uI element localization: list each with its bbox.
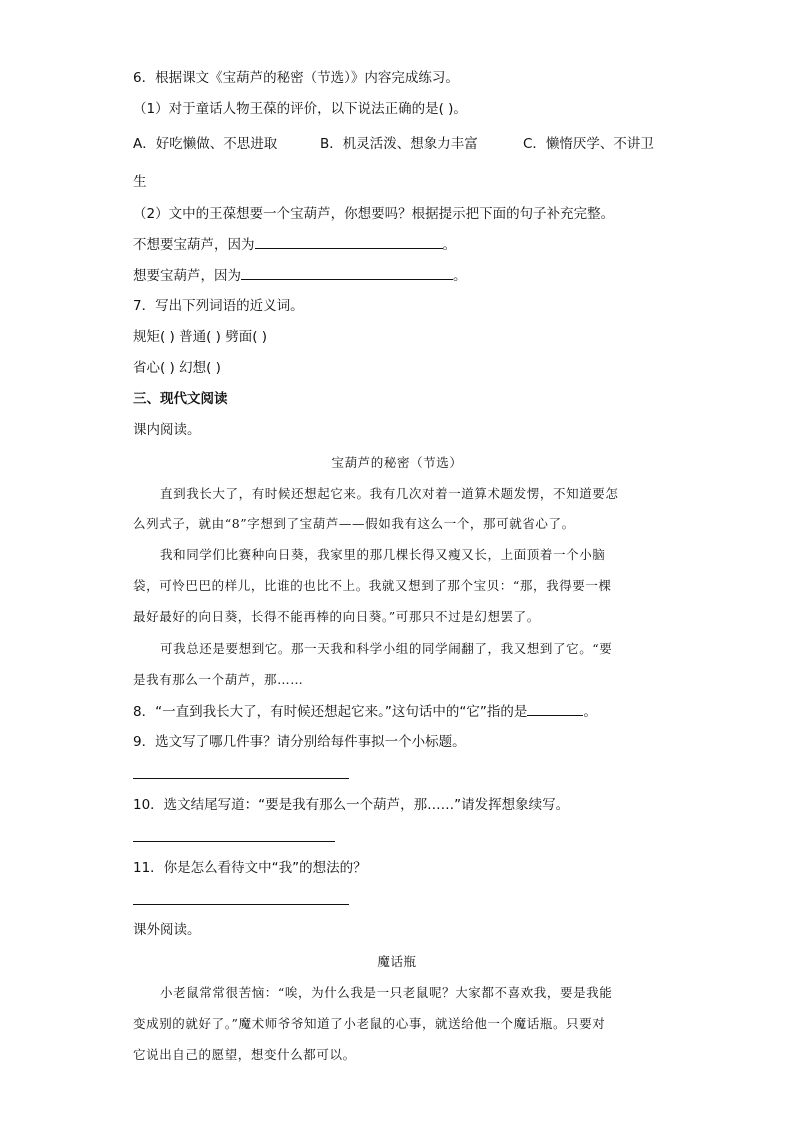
- q6-title: 6．根据课文《宝葫芦的秘密（节选）》内容完成练习。: [133, 70, 459, 86]
- answer-blank[interactable]: [241, 265, 453, 280]
- passage-line: 直到我长大了，有时候还想起它来。我有几次对着一道算术题发愣，不知道要怎: [160, 486, 619, 501]
- q9-text: 9．选文写了哪几件事？请分别给每件事拟一个小标题。: [133, 734, 466, 750]
- outclass-title: 魔话瓶: [377, 954, 417, 969]
- answer-blank[interactable]: [255, 234, 443, 249]
- section-heading: 三、现代文阅读: [133, 391, 228, 407]
- answer-blank[interactable]: [527, 701, 583, 716]
- period: 。: [442, 237, 456, 253]
- q6-want: [133, 265, 467, 286]
- passage-line: 最好最好的向日葵，长得不能再棒的向日葵。”可那只不过是幻想罢了。: [133, 609, 540, 624]
- answer-line[interactable]: [133, 841, 335, 842]
- answer-line[interactable]: [133, 778, 349, 779]
- passage-line: 小老鼠常常很苦恼：“唉，为什么我是一只老鼠呢？大家都不喜欢我，要是我能: [160, 985, 613, 1000]
- q11-text: 11．你是怎么看待文中“我”的想法的？: [133, 860, 367, 876]
- q6-no-want: [133, 234, 456, 255]
- passage-line: 变成别的就好了。”魔术师爷爷知道了小老鼠的心事，就送给他一个魔话瓶。只要对: [133, 1016, 606, 1031]
- passage-line: 它说出自己的愿望，想变什么都可以。: [133, 1047, 356, 1062]
- q6-option-c-wrap: 生: [133, 174, 147, 190]
- q6-want-label: 想要宝葫芦，因为: [133, 268, 241, 284]
- q6-option-a: A．好吃懒做、不思进取: [133, 136, 278, 152]
- passage-line: 袋，可怜巴巴的样儿，比谁的也比不上。我就又想到了那个宝贝：“那，我得要一棵: [133, 578, 612, 593]
- q6-no-want-label: 不想要宝葫芦，因为: [133, 237, 255, 253]
- q6-sub2: （2）文中的王葆想要一个宝葫芦，你想要吗？根据提示把下面的句子补充完整。: [133, 206, 615, 222]
- passage-line: 是我有那么一个葫芦，那……: [133, 672, 304, 687]
- passage-title: 宝葫芦的秘密（节选）: [331, 455, 463, 470]
- passage-line: 可我总还是要想到它。那一天我和科学小组的同学闹翻了，我又想到了它。“要: [160, 641, 613, 656]
- q6-option-c: C．懒惰厌学、不讲卫: [523, 136, 654, 152]
- outclass-label: 课外阅读。: [133, 922, 201, 938]
- period: 。: [583, 704, 597, 720]
- passage-line: 我和同学们比赛种向日葵，我家里的那几棵长得又瘦又长，上面顶着一个小脑: [160, 547, 606, 562]
- inclass-label: 课内阅读。: [133, 422, 201, 438]
- q7-row2: 省心( ) 幻想( ): [133, 360, 221, 376]
- q6-sub1: （1）对于童话人物王葆的评价，以下说法正确的是( )。: [133, 101, 467, 117]
- period: 。: [453, 268, 467, 284]
- answer-line[interactable]: [133, 904, 349, 905]
- q10-text: 10．选文结尾写道：“要是我有那么一个葫芦，那……”请发挥想象续写。: [133, 797, 570, 813]
- q7-row1: 规矩( ) 普通( ) 劈面( ): [133, 329, 268, 345]
- q7-title: 7．写出下列词语的近义词。: [133, 298, 304, 314]
- q8-text: 8．“一直到我长大了，有时候还想起它来。”这句话中的“它”指的是: [133, 704, 528, 720]
- q6-option-b: B．机灵活泼、想象力丰富: [320, 136, 478, 152]
- q8: [133, 701, 597, 722]
- passage-line: 么列式子，就由“8”字想到了宝葫芦——假如我有这么一个，那可就省心了。: [133, 516, 575, 531]
